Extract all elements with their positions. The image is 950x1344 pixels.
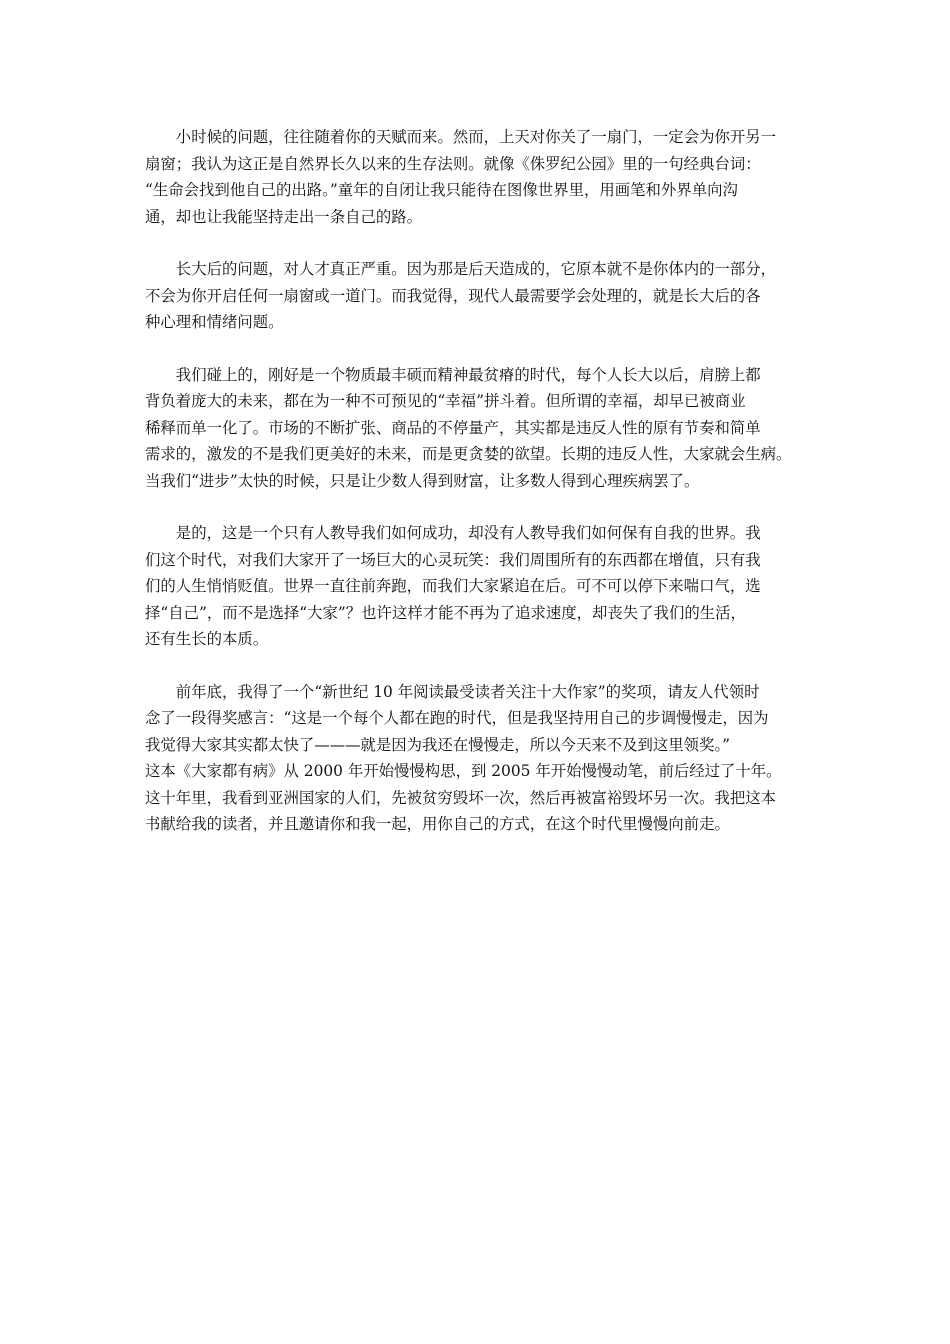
paragraph-3: [145, 362, 817, 495]
text-line: 扇窗；我认为这正是自然界长久以来的生存法则。就像《侏罗纪公园》里的一句经典台词：: [145, 154, 761, 173]
paragraph-5: [145, 679, 817, 838]
text-line: 这本《大家都有病》从 2000 年开始慢慢构思，到 2005 年开始慢慢动笔，前后经过了十年。: [145, 762, 782, 780]
text-line: 们这个时代，对我们大家开了一场巨大的心灵玩笑：我们周围所有的东西都在增值，只有我: [145, 550, 761, 569]
text-line: 需求的，激发的不是我们更美好的未来，而是更贪婪的欲望。长期的违反人性，大家就会生病。: [145, 445, 792, 463]
text-line: 我觉得大家其实都太快了———就是因为我还在慢慢走，所以今天来不及到这里领奖。”: [145, 735, 731, 754]
text-line: 不会为你开启任何一扇窗或一道门。而我觉得，现代人最需要学会处理的，就是长大后的各: [145, 286, 761, 305]
text-line: 长大后的问题，对人才真正严重。因为那是后天造成的，它原本就不是你体内的一部分，: [175, 260, 777, 278]
text-line: 当我们“进步”太快的时候，只是让少数人得到财富，让多数人得到心理疾病罢了。: [145, 471, 700, 490]
text-line: 种心理和情绪问题。: [145, 313, 284, 331]
text-line: 这十年里，我看到亚洲国家的人们，先被贫穷毁坏一次，然后再被富裕毁坏另一次。我把这本: [145, 788, 777, 807]
text-line: 书献给我的读者，并且邀请你和我一起，用你自己的方式，在这个时代里慢慢向前走。: [145, 815, 730, 833]
text-line: 念了一段得奖感言：“这是一个每个人都在跑的时代，但是我坚持用自己的步调慢慢走，因为: [145, 709, 769, 727]
document-body: [145, 124, 817, 864]
paragraph-1: [145, 124, 817, 230]
text-line: 我们碰上的，刚好是一个物质最丰硕而精神最贫瘠的时代，每个人长大以后，肩膀上都: [175, 365, 761, 384]
paragraph-2: [145, 256, 817, 336]
text-line: 择“自己”，而不是选择“大家”？也许这样才能不再为了追求速度，却丧失了我们的生活，: [145, 603, 746, 622]
text-line: 通，却也让我能坚持走出一条自己的路。: [145, 207, 423, 226]
text-line: 们的人生悄悄贬值。世界一直往前奔跑，而我们大家紧追在后。可不可以停下来喘口气，选: [145, 577, 761, 595]
text-line: 前年底，我得了一个“新世纪 10 年阅读最受读者关注十大作家”的奖项，请友人代领时: [175, 682, 760, 701]
text-line: 稀释而单一化了。市场的不断扩张、商品的不停量产，其实都是违反人性的原有节奏和简单: [145, 418, 761, 437]
paragraph-4: [145, 520, 817, 653]
text-line: 还有生长的本质。: [145, 630, 269, 648]
text-line: 小时候的问题，往往随着你的天赋而来。然而，上天对你关了一扇门，一定会为你开另一: [175, 128, 777, 146]
text-line: “生命会找到他自己的出路。”童年的自闭让我只能待在图像世界里，用画笔和外界单向沟: [145, 181, 738, 199]
text-line: 背负着庞大的未来，都在为一种不可预见的“幸福”拼斗着。但所谓的幸福，却早已被商业: [145, 392, 746, 410]
text-line: 是的，这是一个只有人教导我们如何成功，却没有人教导我们如何保有自我的世界。我: [175, 524, 761, 542]
